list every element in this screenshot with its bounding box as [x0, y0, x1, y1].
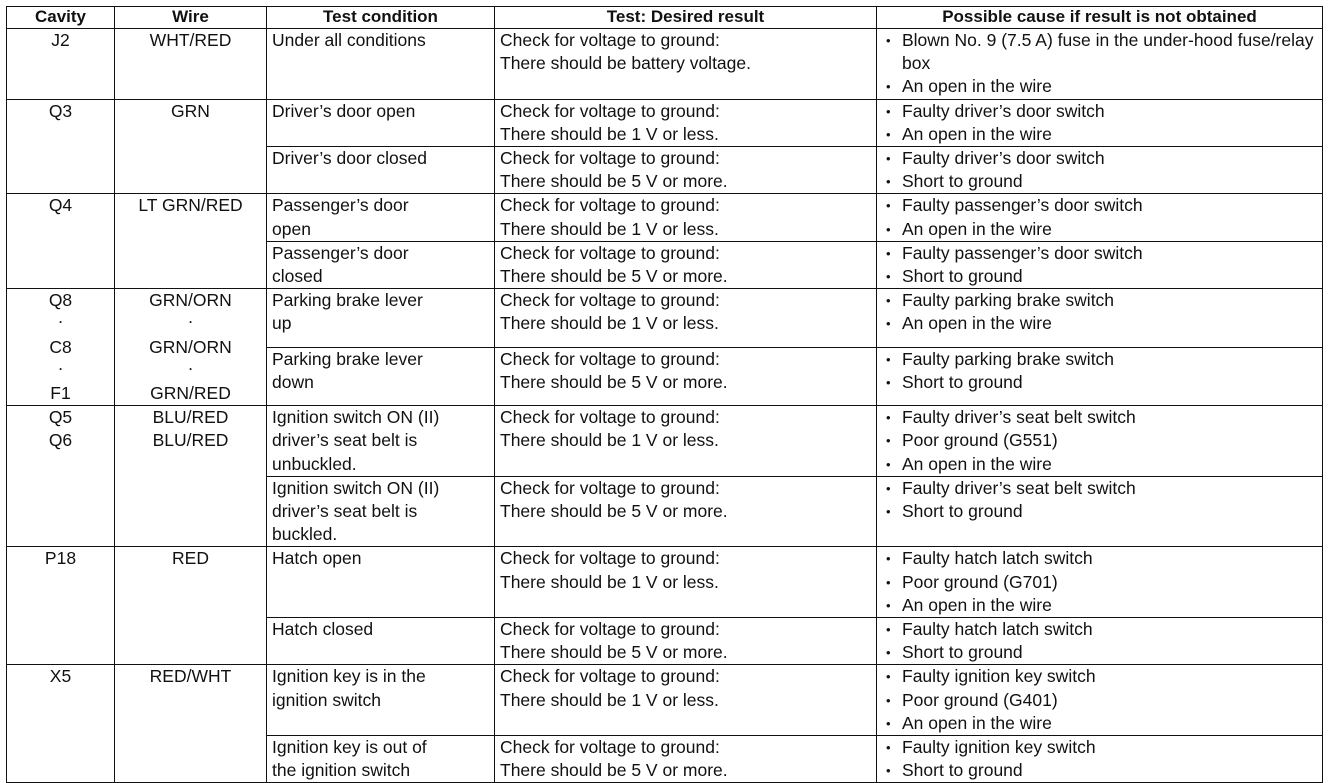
- cavity-label: C8: [49, 336, 72, 357]
- test-condition-cell: [267, 194, 495, 241]
- possible-cause-item: • Short to ground: [882, 265, 1317, 288]
- table-row: [7, 665, 1323, 736]
- test-condition-text: Driver’s door closed: [272, 148, 427, 169]
- wire-color-label: GRN/ORN: [149, 336, 232, 357]
- possible-cause-item: • Blown No. 9 (7.5 A) fuse in the under-hood fuse/relay box: [882, 29, 1317, 75]
- cavity-cell: [7, 99, 115, 194]
- cavity-cell: [7, 547, 115, 665]
- desired-result-cell: [495, 29, 877, 100]
- desired-result-text: There should be 5 V or more.: [500, 371, 728, 392]
- desired-result-cell: [495, 665, 877, 736]
- test-condition-text: Hatch closed: [272, 619, 374, 640]
- table-header-row: [7, 7, 1323, 29]
- cavity-cell: [7, 29, 115, 100]
- desired-result-text: Check for voltage to ground:: [500, 407, 720, 428]
- wire-color-label: RED: [172, 548, 209, 569]
- desired-result-text: There should be 5 V or more.: [500, 760, 728, 781]
- test-condition-text: buckled.: [272, 524, 338, 545]
- possible-cause-cell: [877, 347, 1323, 406]
- desired-result-cell: [495, 347, 877, 406]
- possible-cause-item: • Faulty passenger’s door switch: [882, 194, 1317, 217]
- test-condition-text: Passenger’s door: [272, 242, 409, 263]
- possible-cause-cell: [877, 147, 1323, 194]
- possible-cause-list: [882, 477, 1317, 523]
- desired-result-text: There should be 1 V or less.: [500, 571, 719, 592]
- possible-cause-item: • An open in the wire: [882, 123, 1317, 146]
- table-row: [7, 289, 1323, 347]
- cavity-label: J2: [51, 30, 70, 50]
- test-condition-cell: [267, 665, 495, 736]
- possible-cause-item: • Faulty driver’s seat belt switch: [882, 406, 1317, 429]
- possible-cause-item: • Poor ground (G551): [882, 429, 1317, 452]
- possible-cause-list: [882, 547, 1317, 617]
- test-condition-text: open: [272, 218, 311, 239]
- wire-color-label: BLU/RED: [152, 407, 229, 428]
- test-condition-text: unbuckled.: [272, 453, 357, 474]
- test-condition-cell: [267, 289, 495, 347]
- wire-color-label: .: [188, 353, 193, 374]
- desired-result-cell: [495, 194, 877, 241]
- desired-result-text: Check for voltage to ground:: [500, 477, 720, 498]
- test-condition-text: the ignition switch: [272, 760, 411, 781]
- possible-cause-item: • Short to ground: [882, 500, 1317, 523]
- wire-cell: [115, 29, 267, 100]
- wire-cell: [115, 547, 267, 665]
- cavity-cell: [7, 406, 115, 547]
- possible-cause-cell: [877, 665, 1323, 736]
- desired-result-text: Check for voltage to ground:: [500, 737, 720, 758]
- possible-cause-item: • An open in the wire: [882, 312, 1317, 335]
- test-condition-text: up: [272, 313, 292, 334]
- cavity-label: .: [58, 307, 63, 328]
- test-condition-cell: [267, 736, 495, 783]
- possible-cause-list: [882, 100, 1317, 146]
- desired-result-text: Check for voltage to ground:: [500, 666, 720, 687]
- test-condition-cell: [267, 241, 495, 288]
- test-condition-text: Parking brake lever: [272, 290, 423, 311]
- table-body: [7, 29, 1323, 783]
- cavity-cell: [7, 665, 115, 783]
- desired-result-text: Check for voltage to ground:: [500, 290, 720, 311]
- wire-cell: [115, 194, 267, 289]
- possible-cause-list: [882, 29, 1317, 99]
- desired-result-cell: [495, 99, 877, 146]
- test-condition-text: Hatch open: [272, 548, 362, 569]
- possible-cause-cell: [877, 476, 1323, 547]
- possible-cause-item: • Short to ground: [882, 170, 1317, 193]
- possible-cause-item: • Poor ground (G701): [882, 571, 1317, 594]
- desired-result-cell: [495, 618, 877, 665]
- desired-result-text: There should be 1 V or less.: [500, 689, 719, 710]
- possible-cause-cell: [877, 736, 1323, 783]
- desired-result-cell: [495, 241, 877, 288]
- desired-result-cell: [495, 147, 877, 194]
- wire-color-label: LT GRN/RED: [138, 195, 243, 216]
- test-condition-cell: [267, 99, 495, 146]
- possible-cause-list: [882, 618, 1317, 664]
- wire-cell: [115, 289, 267, 406]
- header-test-condition: Test condition: [267, 7, 495, 29]
- possible-cause-item: • Faulty driver’s seat belt switch: [882, 477, 1317, 500]
- wire-cell: [115, 406, 267, 547]
- wire-color-label: GRN: [171, 100, 210, 121]
- wire-color-label: RED/WHT: [149, 666, 232, 687]
- desired-result-text: Check for voltage to ground:: [500, 148, 720, 169]
- cavity-cell: [7, 289, 115, 406]
- test-condition-cell: [267, 406, 495, 477]
- cavity-label: Q5: [48, 407, 73, 428]
- desired-result-text: There should be 1 V or less.: [500, 430, 719, 451]
- test-condition-text: Ignition key is in the: [272, 666, 426, 687]
- wire-color-label: .: [188, 307, 193, 328]
- possible-cause-cell: [877, 547, 1323, 618]
- desired-result-text: Check for voltage to ground:: [500, 30, 720, 50]
- wire-color-label: BLU/RED: [152, 430, 229, 451]
- possible-cause-list: [882, 147, 1317, 193]
- cavity-label: Q3: [48, 100, 73, 121]
- possible-cause-item: • Faulty ignition key switch: [882, 736, 1317, 759]
- wire-color-label: GRN/RED: [150, 383, 231, 404]
- test-condition-text: Ignition switch ON (II): [272, 407, 440, 428]
- test-condition-cell: [267, 547, 495, 618]
- table-row: [7, 194, 1323, 241]
- possible-cause-item: • An open in the wire: [882, 453, 1317, 476]
- desired-result-text: Check for voltage to ground:: [500, 548, 720, 569]
- desired-result-text: There should be 5 V or more.: [500, 501, 728, 522]
- possible-cause-cell: [877, 99, 1323, 146]
- possible-cause-item: • Short to ground: [882, 371, 1317, 394]
- possible-cause-item: • Faulty hatch latch switch: [882, 618, 1317, 641]
- header-desired-result: Test: Desired result: [495, 7, 877, 29]
- table-row: [7, 99, 1323, 146]
- possible-cause-item: • Faulty parking brake switch: [882, 348, 1317, 371]
- possible-cause-cell: [877, 29, 1323, 100]
- header-possible-cause: Possible cause if result is not obtained: [877, 7, 1323, 29]
- wire-color-label: WHT/RED: [149, 30, 232, 50]
- possible-cause-item: • An open in the wire: [882, 75, 1317, 98]
- test-condition-text: Under all conditions: [272, 30, 426, 50]
- connector-test-table: [6, 6, 1323, 783]
- table-row: [7, 547, 1323, 618]
- possible-cause-list: [882, 406, 1317, 476]
- cavity-label: X5: [49, 666, 72, 687]
- possible-cause-item: • Faulty driver’s door switch: [882, 100, 1317, 123]
- desired-result-text: Check for voltage to ground:: [500, 100, 720, 121]
- possible-cause-cell: [877, 241, 1323, 288]
- header-cavity: Cavity: [7, 7, 115, 29]
- cavity-label: Q6: [48, 430, 73, 451]
- possible-cause-item: • An open in the wire: [882, 218, 1317, 241]
- desired-result-text: There should be 5 V or more.: [500, 171, 728, 192]
- possible-cause-item: • Poor ground (G401): [882, 689, 1317, 712]
- possible-cause-item: • Short to ground: [882, 641, 1317, 664]
- test-condition-cell: [267, 618, 495, 665]
- wire-cell: [115, 665, 267, 783]
- possible-cause-item: • An open in the wire: [882, 594, 1317, 617]
- header-wire: Wire: [115, 7, 267, 29]
- test-condition-text: down: [272, 371, 314, 392]
- test-condition-text: Parking brake lever: [272, 348, 423, 369]
- wire-color-label: GRN/ORN: [149, 290, 232, 311]
- possible-cause-item: • Short to ground: [882, 759, 1317, 782]
- table-row: [7, 29, 1323, 100]
- test-condition-text: Ignition switch ON (II): [272, 477, 440, 498]
- test-condition-text: closed: [272, 266, 323, 287]
- test-condition-text: driver’s seat belt is: [272, 501, 418, 522]
- test-condition-text: Driver’s door open: [272, 100, 416, 121]
- possible-cause-item: • Faulty hatch latch switch: [882, 547, 1317, 570]
- possible-cause-cell: [877, 618, 1323, 665]
- possible-cause-list: [882, 665, 1317, 735]
- test-condition-text: Ignition key is out of: [272, 737, 427, 758]
- desired-result-text: There should be 1 V or less.: [500, 123, 719, 144]
- possible-cause-item: • Faulty driver’s door switch: [882, 147, 1317, 170]
- desired-result-text: Check for voltage to ground:: [500, 348, 720, 369]
- desired-result-text: Check for voltage to ground:: [500, 242, 720, 263]
- desired-result-text: There should be 5 V or more.: [500, 266, 728, 287]
- possible-cause-cell: [877, 406, 1323, 477]
- cavity-label: P18: [44, 548, 77, 569]
- desired-result-cell: [495, 289, 877, 347]
- cavity-label: Q8: [48, 290, 73, 311]
- desired-result-cell: [495, 547, 877, 618]
- desired-result-text: There should be 5 V or more.: [500, 642, 728, 663]
- possible-cause-list: [882, 194, 1317, 240]
- desired-result-cell: [495, 476, 877, 547]
- possible-cause-list: [882, 736, 1317, 782]
- possible-cause-cell: [877, 289, 1323, 347]
- possible-cause-list: [882, 289, 1317, 335]
- wire-cell: [115, 99, 267, 194]
- test-condition-cell: [267, 476, 495, 547]
- test-condition-cell: [267, 29, 495, 100]
- test-condition-cell: [267, 147, 495, 194]
- possible-cause-item: • An open in the wire: [882, 712, 1317, 735]
- possible-cause-list: [882, 242, 1317, 288]
- possible-cause-item: • Faulty passenger’s door switch: [882, 242, 1317, 265]
- desired-result-text: There should be 1 V or less.: [500, 313, 719, 334]
- table-row: [7, 406, 1323, 477]
- possible-cause-list: [882, 348, 1317, 394]
- desired-result-cell: [495, 736, 877, 783]
- desired-result-text: There should be 1 V or less.: [500, 218, 719, 239]
- desired-result-text: There should be battery voltage.: [500, 53, 751, 74]
- test-condition-text: ignition switch: [272, 689, 381, 710]
- test-condition-cell: [267, 347, 495, 406]
- cavity-label: F1: [50, 383, 71, 404]
- possible-cause-cell: [877, 194, 1323, 241]
- cavity-label: .: [58, 353, 63, 374]
- test-condition-text: Passenger’s door: [272, 195, 409, 216]
- cavity-label: Q4: [48, 195, 73, 216]
- desired-result-cell: [495, 406, 877, 477]
- desired-result-text: Check for voltage to ground:: [500, 195, 720, 216]
- possible-cause-item: • Faulty parking brake switch: [882, 289, 1317, 312]
- test-condition-text: driver’s seat belt is: [272, 430, 418, 451]
- possible-cause-item: • Faulty ignition key switch: [882, 665, 1317, 688]
- cavity-cell: [7, 194, 115, 289]
- desired-result-text: Check for voltage to ground:: [500, 619, 720, 640]
